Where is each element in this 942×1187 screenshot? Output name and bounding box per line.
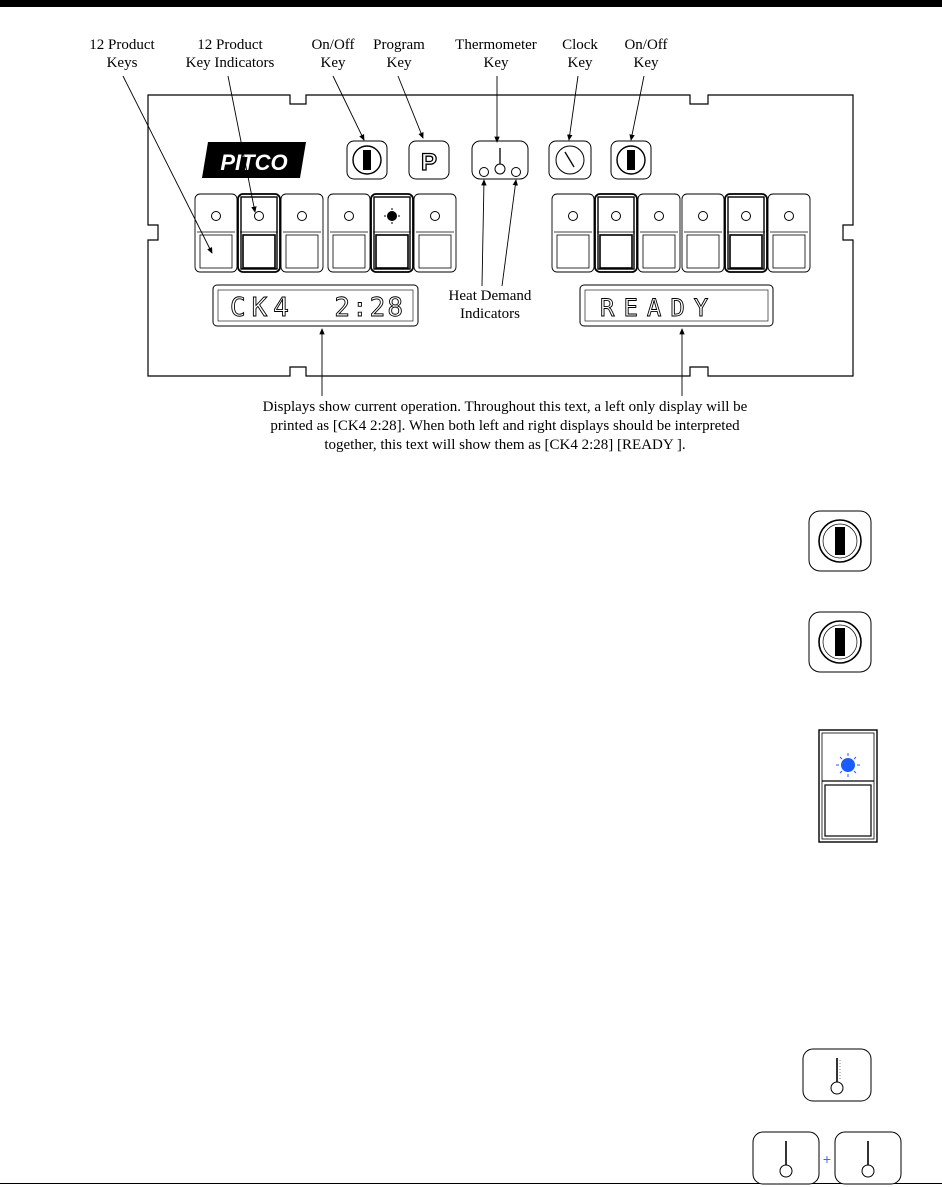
on-off-key-left[interactable] bbox=[347, 141, 387, 179]
product-key[interactable] bbox=[552, 194, 594, 272]
product-key[interactable] bbox=[768, 194, 810, 272]
product-key[interactable] bbox=[371, 194, 413, 272]
product-key[interactable] bbox=[638, 194, 680, 272]
product-key[interactable] bbox=[414, 194, 456, 272]
product-key[interactable] bbox=[238, 194, 280, 272]
product-key[interactable] bbox=[195, 194, 237, 272]
label-clock-key: Clock Key bbox=[562, 37, 598, 71]
label-thermometer-key: Thermometer Key bbox=[455, 37, 537, 71]
svg-text:2:28: 2:28 bbox=[334, 293, 405, 323]
product-key-indicator bbox=[388, 212, 397, 221]
program-icon: P bbox=[420, 149, 438, 176]
svg-text:+: + bbox=[822, 1151, 832, 1167]
product-key-indicator bbox=[255, 212, 264, 221]
right-display bbox=[580, 285, 773, 326]
product-key-indicator bbox=[212, 212, 221, 221]
product-key[interactable] bbox=[595, 194, 637, 272]
svg-text:PITCO: PITCO bbox=[220, 150, 288, 175]
product-key-indicator bbox=[699, 212, 708, 221]
product-key-indicator bbox=[431, 212, 440, 221]
on-off-key-right[interactable] bbox=[611, 141, 651, 179]
product-key-indicator bbox=[298, 212, 307, 221]
product-key-lit-icon bbox=[818, 729, 878, 843]
product-key-indicator bbox=[742, 212, 751, 221]
on-off-icon bbox=[627, 150, 635, 170]
label-key-indicators: 12 Product Key Indicators bbox=[185, 37, 275, 71]
product-key[interactable] bbox=[682, 194, 724, 272]
label-on-off-right: On/Off Key bbox=[624, 37, 668, 71]
left-display bbox=[213, 285, 418, 326]
product-key-indicator bbox=[612, 212, 621, 221]
svg-text:READY: READY bbox=[600, 294, 718, 322]
product-key-indicator bbox=[569, 212, 578, 221]
on-off-key-icon-2 bbox=[808, 611, 872, 673]
product-key[interactable] bbox=[328, 194, 370, 272]
label-program-key: Program Key bbox=[373, 37, 425, 71]
on-off-icon bbox=[363, 150, 371, 170]
product-key-indicator bbox=[345, 212, 354, 221]
product-key[interactable] bbox=[725, 194, 767, 272]
thermometer-combo-icon bbox=[752, 1131, 904, 1185]
heat-demand-indicator-right bbox=[512, 168, 521, 177]
svg-text:CK4: CK4 bbox=[230, 293, 295, 323]
thermometer-key-icon bbox=[802, 1048, 872, 1102]
product-key-groups bbox=[195, 194, 810, 272]
product-key-indicator bbox=[785, 212, 794, 221]
program-key[interactable] bbox=[409, 141, 449, 179]
product-key[interactable] bbox=[281, 194, 323, 272]
on-off-key-icon-1 bbox=[808, 510, 872, 572]
pitco-logo bbox=[202, 142, 306, 178]
label-heat-demand: Heat Demand Indicators bbox=[448, 288, 532, 322]
product-key-indicator bbox=[655, 212, 664, 221]
heat-demand-indicator-left bbox=[480, 168, 489, 177]
clock-key[interactable] bbox=[549, 141, 591, 179]
label-on-off-left: On/Off Key bbox=[311, 37, 355, 71]
caption: Displays show current operation. Throughout this text, a left only display will be printed as [CK4 2:28]. When both left and right displays should be interpreted together, this text will show them as [CK4 2:28] [READY ]. bbox=[262, 399, 748, 453]
thermometer-key[interactable] bbox=[472, 141, 528, 179]
label-product-keys: 12 Product Keys bbox=[89, 37, 155, 71]
